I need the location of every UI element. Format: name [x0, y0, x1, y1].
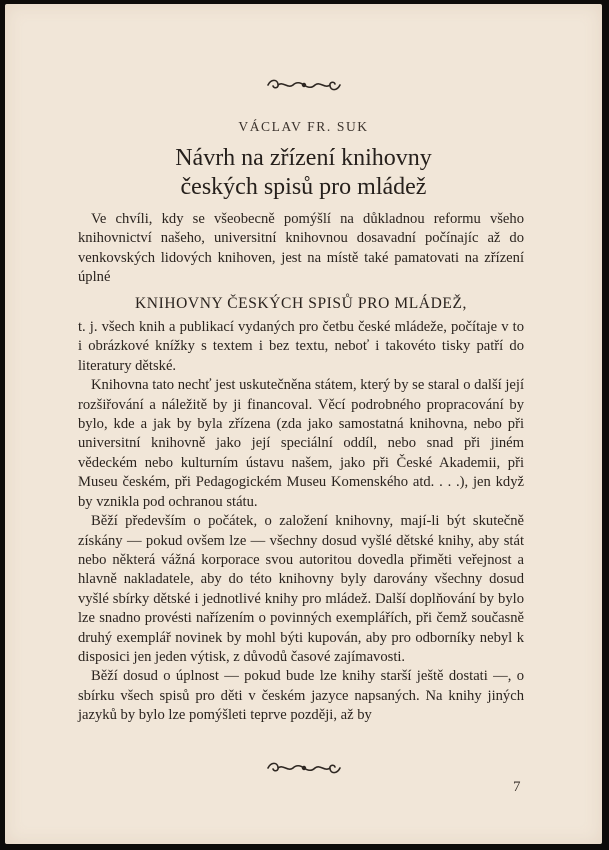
top-ornament [5, 78, 602, 92]
scroll-flourish-icon [265, 78, 343, 92]
book-page [5, 4, 602, 844]
paragraph-founding: Běží především o počátek, o založení knihovny, mají-li být skutečně získány — pokud ovšem lze — všechny dosud vyšlé dětské knihy, aby stát nebo některá vážná korporace svou autoritou dovedla přiměti veřejnost a hlavně nakladatele, aby do této knihovny byly darovány všechny dosud vyšlé sbírky dětské i jednotlivé knihy pro mládež. Další doplňování by bylo lze snadno provésti nařízením o povinných exemplářích, při čemž současně druhý exemplář novinek by mohl býti kupován, aby pro odborníky nebyl k disposici jen jeden výtisk, z důvodů časové zajímavosti. [78, 513, 524, 665]
scroll-flourish-icon [265, 761, 343, 775]
paragraph-state: Knihovna tato nechť jest uskutečněna státem, který by se staral o další její rozšiřování a náležitě by ji financoval. Věcí podrobného propracování by bylo, kde a jak by byla zřízena (zda jako samostatná knihovna, nebo při universitní knihovně jako její speciální oddíl, nebo snad při jiném vědeckém nebo kulturním ústavu našem, jako při České Akademii, při Museu českém, při Pedagogickém Museu Komenského atd. . . .), jen když by vznikla pod ochranou státu. [78, 377, 524, 510]
paragraph-definition: t. j. všech knih a publikací vydaných pro četbu české mládeže, počítaje v to i obrázkové knížky s textem i bez textu, neboť i takovéto tisky patří do literatury dětské. [78, 319, 524, 374]
bottom-ornament [5, 761, 602, 775]
page-number: 7 [513, 779, 521, 795]
title-line-1: Návrh na zřízení knihovny [175, 145, 432, 171]
author-name: VÁCLAV FR. SUK [238, 119, 369, 134]
title-line-2: českých spisů pro mládež [180, 174, 427, 200]
paragraph-intro: Ve chvíli, kdy se všeobecně pomýšlí na důkladnou reformu všeho knihovnictví našeho, universitní knihovnou dosavadní počínajíc až do venkovských lidových knihoven, jest na místě také pamatovati na zřízení úplné [78, 211, 524, 286]
article-body [78, 210, 524, 726]
page-title [5, 144, 602, 202]
paragraph-completeness: Běží dosud o úplnost — pokud bude lze knihy starší ještě dostati —, o sbírku všech spisů pro děti v českém jazyce napsaných. Na knihy jiných jazyků by bylo lze pomýšleti teprve později, až by [78, 668, 524, 724]
section-heading: KNIHOVNY ČESKÝCH SPISŮ PRO MLÁDEŽ, [134, 294, 467, 312]
